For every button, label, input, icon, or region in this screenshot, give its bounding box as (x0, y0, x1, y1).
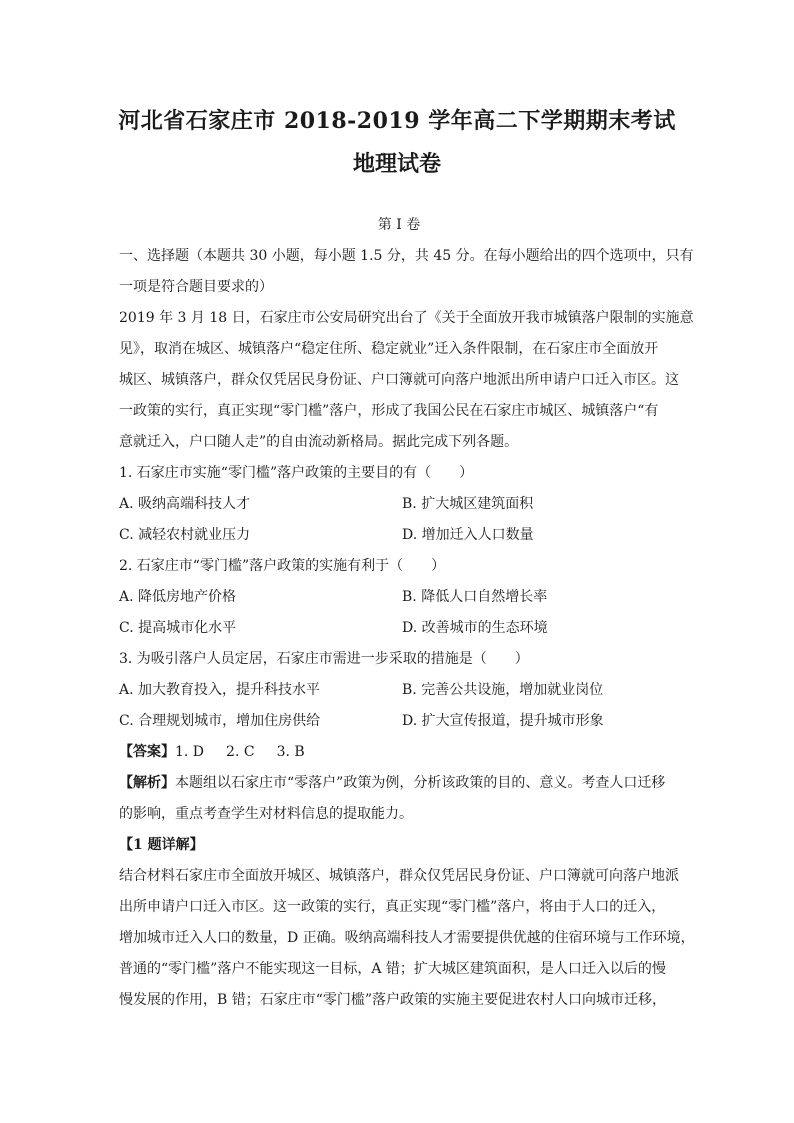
option: C. 提高城市化水平 (119, 620, 237, 636)
material-line: 一政策的实行，真正实现“零门槛”落户，形成了我国公民在石家庄市城区、城镇落户“有 (119, 403, 659, 419)
question-stem: 1. 石家庄市实施“零门槛”落户政策的主要目的有（ ） (119, 465, 474, 481)
material-line: 城区、城镇落户，群众仅凭居民身份证、户口簿就可向落户地派出所申请户口迁入市区。这 (119, 372, 679, 388)
option: C. 减轻农村就业压力 (119, 527, 251, 543)
material-line: 见》，取消在城区、城镇落户“稳定住所、稳定就业”迁入条件限制，在石家庄市全面放开 (119, 341, 659, 357)
detail-heading: 【1 题详解】 (119, 837, 204, 853)
analysis-text: 本题组以石家庄市“零落户”政策为例，分析该政策的目的、意义。考查人口迁移 (175, 775, 666, 791)
detail-line: 出所申请户口迁入市区。这一政策的实行，真正实现“零门槛”落户，将由于人口的迁入， (119, 899, 666, 915)
detail-line: 慢发展的作用，B 错；石家庄市“零门槛”落户政策的实施主要促进农村人口向城市迁移， (119, 992, 667, 1008)
exam-body (119, 210, 695, 1016)
question-stem: 2. 石家庄市“零门槛”落户政策的实施有利于（ ） (119, 558, 446, 574)
option-row (119, 706, 679, 737)
detail-line: 增加城市迁入人口的数量，D 正确。吸纳高端科技人才需要提供优越的住宿环境与工作环境， (119, 930, 695, 946)
answer-item: 1. D (175, 744, 205, 760)
volume-label: 第 I 卷 (377, 217, 421, 233)
option: B. 扩大城区建筑面积 (402, 496, 534, 512)
option-row (119, 489, 679, 520)
instruction-line: 一项是符合题目要求的） (119, 279, 273, 295)
option-row (119, 520, 679, 551)
answer-label: 【答案】 (119, 744, 175, 760)
material-line: 2019 年 3 月 18 日，石家庄市公安局研究出台了《关于全面放开我市城镇落户限制的实施意 (119, 310, 694, 326)
option: B. 完善公共设施，增加就业岗位 (402, 682, 604, 698)
option: A. 降低房地产价格 (119, 589, 237, 605)
instruction-line: 一、选择题（本题共 30 小题，每小题 1.5 分，共 45 分。在每小题给出的四个选项中，只有 (119, 248, 694, 264)
option: A. 加大教育投入，提升科技水平 (119, 682, 321, 698)
question-stem: 3. 为吸引落户人员定居，石家庄市需进一步采取的措施是（ ） (119, 651, 529, 667)
analysis-label: 【解析】 (119, 775, 175, 791)
option-row (119, 613, 679, 644)
option: D. 扩大宣传报道，提升城市形象 (402, 713, 604, 729)
answer-line (119, 737, 679, 768)
exam-subtitle: 地理试卷 (352, 151, 441, 177)
material-line: 意就迁入，户口随人走”的自由流动新格局。据此完成下列各题。 (119, 434, 519, 450)
analysis-line (119, 768, 679, 799)
option: D. 改善城市的生态环境 (402, 620, 548, 636)
option: A. 吸纳高端科技人才 (119, 496, 251, 512)
option-row (119, 675, 679, 706)
option: D. 增加迁入人口数量 (402, 527, 534, 543)
analysis-line: 的影响，重点考查学生对材料信息的提取能力。 (119, 806, 413, 822)
answer-item: 3. B (276, 744, 305, 760)
option: C. 合理规划城市，增加住房供给 (119, 713, 321, 729)
option: B. 降低人口自然增长率 (402, 589, 548, 605)
detail-line: 结合材料石家庄市全面放开城区、城镇落户，群众仅凭居民身份证、户口簿就可向落户地派 (119, 868, 679, 884)
exam-title: 河北省石家庄市 2018-2019 学年高二下学期期末考试 (118, 108, 676, 134)
option-row (119, 582, 679, 613)
answer-item: 2. C (226, 744, 255, 760)
detail-line: 普通的“零门槛”落户不能实现这一目标，A 错；扩大城区建筑面积，是人口迁入以后的慢 (119, 961, 666, 977)
